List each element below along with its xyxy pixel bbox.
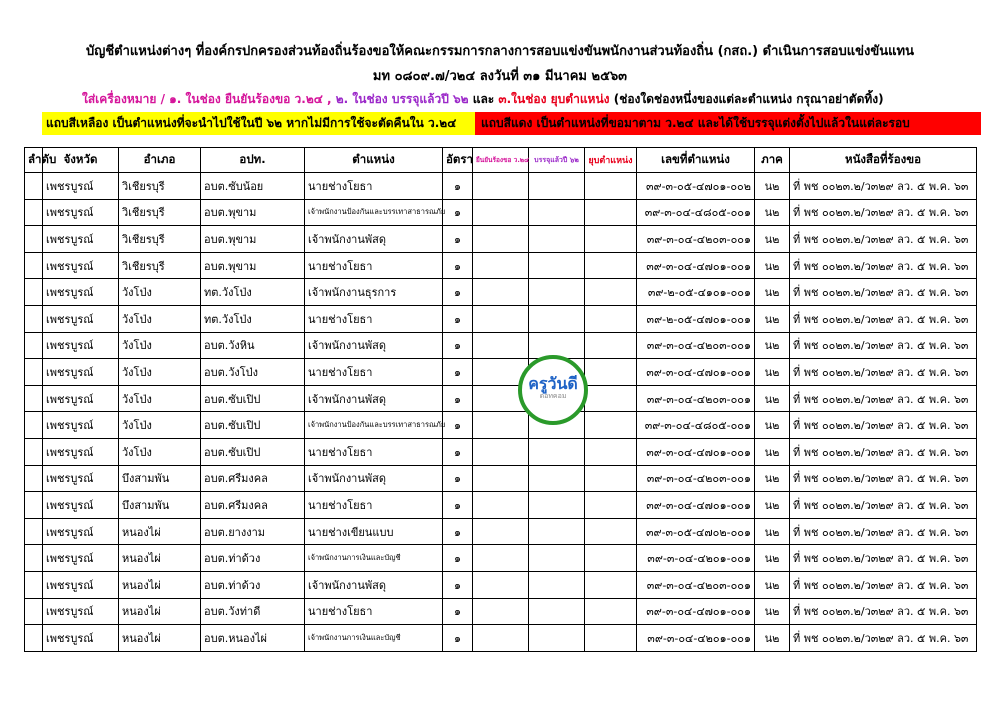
cell-region: น๒ (755, 412, 790, 439)
cell-no (25, 438, 43, 465)
cell-rate: ๑ (443, 492, 473, 519)
cell-position: นายช่างโยธา (305, 598, 443, 625)
cell-filled[interactable] (529, 173, 585, 200)
cell-position-number: ๓๙-๓-๐๔-๔๗๐๑-๐๐๑ (637, 252, 755, 279)
cell-region: น๒ (755, 226, 790, 253)
cell-position: เจ้าพนักงานพัสดุ (305, 571, 443, 598)
cell-no (25, 598, 43, 625)
cell-position: เจ้าพนักงานพัสดุ (305, 465, 443, 492)
cell-abolish[interactable] (585, 305, 637, 332)
cell-org: อบต.วังโป่ง (201, 359, 305, 386)
cell-province: เพชรบูรณ์ (43, 305, 119, 332)
cell-no (25, 252, 43, 279)
cell-abolish[interactable] (585, 173, 637, 200)
cell-filled[interactable] (529, 305, 585, 332)
table-row (25, 199, 977, 226)
cell-confirm[interactable] (473, 279, 529, 306)
cell-request-letter: ที่ พช ๐๐๒๓.๒/ว๓๒๙ ลว. ๕ พ.ค. ๖๓ (790, 385, 977, 412)
cell-position: นายช่างโยธา (305, 438, 443, 465)
document-title: บัญชีตำแหน่งต่างๆ ที่องค์กรปกครองส่วนท้องถิ่นร้องขอให้คณะกรรมการกลางการสอบแข่งขันพนักงานส่วนท้องถิ่น (กสถ.) ดำเนินการสอบแข่งขันแทน (86, 44, 914, 59)
header-request-letter: หนังสือที่ร้องขอ (790, 148, 977, 173)
cell-district: หนองไผ่ (119, 598, 201, 625)
cell-filled[interactable] (529, 625, 585, 652)
cell-position-number: ๓๙-๓-๐๔-๔๒๐๓-๐๐๑ (637, 332, 755, 359)
table-row (25, 252, 977, 279)
cell-confirm[interactable] (473, 465, 529, 492)
cell-position: เจ้าพนักงานพัสดุ (305, 385, 443, 412)
cell-request-letter: ที่ พช ๐๐๒๓.๒/ว๓๒๙ ลว. ๕ พ.ค. ๖๓ (790, 465, 977, 492)
cell-position-number: ๓๙-๓-๐๔-๔๘๐๕-๐๐๑ (637, 199, 755, 226)
cell-position: เจ้าพนักงานการเงินและบัญชี (305, 625, 443, 652)
cell-no (25, 571, 43, 598)
document-reference: มท ๐๘๐๙.๗/ว๒๔ ลงวันที่ ๓๑ มีนาคม ๒๕๖๓ (372, 69, 628, 84)
cell-region: น๒ (755, 625, 790, 652)
cell-district: หนองไผ่ (119, 625, 201, 652)
table-row (25, 412, 977, 439)
cell-position: เจ้าพนักงานพัสดุ (305, 226, 443, 253)
cell-region: น๒ (755, 492, 790, 519)
cell-region: น๒ (755, 438, 790, 465)
cell-position: เจ้าพนักงานป้องกันและบรรเทาสาธารณภัย (305, 199, 443, 226)
table-header-row (25, 148, 977, 173)
instruction-step-3: ๓.ในช่อง ยุบตำแหน่ง (498, 92, 610, 106)
cell-request-letter: ที่ พช ๐๐๒๓.๒/ว๓๒๙ ลว. ๕ พ.ค. ๖๓ (790, 279, 977, 306)
cell-abolish[interactable] (585, 332, 637, 359)
cell-org: อบต.วังหิน (201, 332, 305, 359)
cell-province: เพชรบูรณ์ (43, 465, 119, 492)
header-abolish: ยุบตำแหน่ง (585, 148, 637, 173)
cell-rate: ๑ (443, 226, 473, 253)
cell-position: เจ้าพนักงานการเงินและบัญชี (305, 545, 443, 572)
red-legend-band: แถบสีแดง เป็นตำแหน่งที่ขอมาตาม ว.๒๔ และได้ใช้บรรจุแต่งตั้งไปแล้วในแต่ละรอบ (475, 112, 981, 135)
cell-rate: ๑ (443, 305, 473, 332)
table-row (25, 279, 977, 306)
instruction-step-1: ๑. ในช่อง ยืนยันร้องขอ ว.๒๔ , (169, 92, 332, 106)
table-row (25, 518, 977, 545)
cell-abolish[interactable] (585, 279, 637, 306)
table-row (25, 385, 977, 412)
cell-position: นายช่างโยธา (305, 252, 443, 279)
cell-confirm[interactable] (473, 625, 529, 652)
table-row (25, 465, 977, 492)
cell-org: อบต.พุขาม (201, 226, 305, 253)
cell-org: อบต.ท่าด้วง (201, 571, 305, 598)
cell-request-letter: ที่ พช ๐๐๒๓.๒/ว๓๒๙ ลว. ๕ พ.ค. ๖๓ (790, 571, 977, 598)
cell-rate: ๑ (443, 625, 473, 652)
cell-org: อบต.ศรีมงคล (201, 465, 305, 492)
cell-request-letter: ที่ พช ๐๐๒๓.๒/ว๓๒๙ ลว. ๕ พ.ค. ๖๓ (790, 598, 977, 625)
cell-rate: ๑ (443, 571, 473, 598)
table-row (25, 305, 977, 332)
header-rate: อัตรา (443, 148, 473, 173)
cell-rate: ๑ (443, 385, 473, 412)
cell-district: วิเชียรบุรี (119, 199, 201, 226)
cell-request-letter: ที่ พช ๐๐๒๓.๒/ว๓๒๙ ลว. ๕ พ.ค. ๖๓ (790, 173, 977, 200)
cell-confirm[interactable] (473, 332, 529, 359)
cell-no (25, 625, 43, 652)
cell-region: น๒ (755, 545, 790, 572)
cell-province: เพชรบูรณ์ (43, 252, 119, 279)
cell-position-number: ๓๙-๓-๐๕-๔๗๐๑-๐๐๒ (637, 173, 755, 200)
cell-position-number: ๓๙-๓-๐๔-๔๒๐๓-๐๐๑ (637, 226, 755, 253)
cell-org: อบต.ยางงาม (201, 518, 305, 545)
cell-position-number: ๓๙-๓-๐๔-๔๒๐๓-๐๐๑ (637, 385, 755, 412)
cell-request-letter: ที่ พช ๐๐๒๓.๒/ว๓๒๙ ลว. ๕ พ.ค. ๖๓ (790, 332, 977, 359)
cell-org: อบต.ซับน้อย (201, 173, 305, 200)
cell-filled[interactable] (529, 598, 585, 625)
cell-position: เจ้าพนักงานธุรการ (305, 279, 443, 306)
cell-no (25, 305, 43, 332)
cell-province: เพชรบูรณ์ (43, 545, 119, 572)
instruction-step-2: ๒. ในช่อง บรรจุแล้วปี ๖๒ (331, 92, 473, 106)
cell-province: เพชรบูรณ์ (43, 279, 119, 306)
cell-region: น๒ (755, 305, 790, 332)
cell-no (25, 465, 43, 492)
cell-district: บึงสามพัน (119, 465, 201, 492)
cell-district: วังโป่ง (119, 279, 201, 306)
cell-position-number: ๓๙-๓-๐๔-๔๗๐๑-๐๐๑ (637, 438, 755, 465)
cell-request-letter: ที่ พช ๐๐๒๓.๒/ว๓๒๙ ลว. ๕ พ.ค. ๖๓ (790, 625, 977, 652)
cell-district: บึงสามพัน (119, 492, 201, 519)
cell-confirm[interactable] (473, 492, 529, 519)
cell-region: น๒ (755, 173, 790, 200)
cell-region: น๒ (755, 598, 790, 625)
cell-district: วังโป่ง (119, 438, 201, 465)
cell-confirm[interactable] (473, 571, 529, 598)
cell-rate: ๑ (443, 545, 473, 572)
cell-no (25, 226, 43, 253)
instruction-lead: ใส่เครื่องหมาย / (82, 92, 170, 106)
cell-region: น๒ (755, 199, 790, 226)
cell-org: ทต.วังโป่ง (201, 279, 305, 306)
cell-district: หนองไผ่ (119, 571, 201, 598)
cell-abolish[interactable] (585, 359, 637, 386)
cell-province: เพชรบูรณ์ (43, 226, 119, 253)
table-row (25, 438, 977, 465)
cell-confirm[interactable] (473, 412, 529, 439)
instruction-line (82, 90, 982, 109)
table-row (25, 226, 977, 253)
cell-request-letter: ที่ พช ๐๐๒๓.๒/ว๓๒๙ ลว. ๕ พ.ค. ๖๓ (790, 438, 977, 465)
cell-province: เพชรบูรณ์ (43, 438, 119, 465)
cell-confirm[interactable] (473, 598, 529, 625)
cell-position: นายช่างเขียนแบบ (305, 518, 443, 545)
cell-position-number: ๓๙-๓-๐๔-๔๗๐๑-๐๐๑ (637, 359, 755, 386)
cell-rate: ๑ (443, 598, 473, 625)
cell-rate: ๑ (443, 252, 473, 279)
cell-abolish[interactable] (585, 465, 637, 492)
cell-province: เพชรบูรณ์ (43, 332, 119, 359)
cell-district: วังโป่ง (119, 385, 201, 412)
cell-abolish[interactable] (585, 412, 637, 439)
cell-no (25, 518, 43, 545)
cell-position-number: ๓๙-๓-๐๔-๔๗๐๑-๐๐๑ (637, 598, 755, 625)
cell-rate: ๑ (443, 518, 473, 545)
cell-rate: ๑ (443, 465, 473, 492)
cell-request-letter: ที่ พช ๐๐๒๓.๒/ว๓๒๙ ลว. ๕ พ.ค. ๖๓ (790, 545, 977, 572)
cell-district: วังโป่ง (119, 332, 201, 359)
cell-no (25, 279, 43, 306)
header-position-number: เลขที่ตำแหน่ง (637, 148, 755, 173)
cell-position: นายช่างโยธา (305, 173, 443, 200)
cell-district: วิเชียรบุรี (119, 226, 201, 253)
cell-region: น๒ (755, 359, 790, 386)
header-confirm: ยืนยันร้องขอ ว.๒๔ (473, 148, 529, 173)
cell-no (25, 412, 43, 439)
cell-confirm[interactable] (473, 438, 529, 465)
cell-org: อบต.ศรีมงคล (201, 492, 305, 519)
table-row (25, 492, 977, 519)
cell-abolish[interactable] (585, 226, 637, 253)
cell-request-letter: ที่ พช ๐๐๒๓.๒/ว๓๒๙ ลว. ๕ พ.ค. ๖๓ (790, 305, 977, 332)
cell-no (25, 199, 43, 226)
header-district: อำเภอ (119, 148, 201, 173)
cell-rate: ๑ (443, 199, 473, 226)
cell-position: นายช่างโยธา (305, 359, 443, 386)
cell-filled[interactable] (529, 545, 585, 572)
cell-request-letter: ที่ พช ๐๐๒๓.๒/ว๓๒๙ ลว. ๕ พ.ค. ๖๓ (790, 492, 977, 519)
table-row (25, 598, 977, 625)
header-no: ลำดับ (25, 148, 43, 173)
cell-org: อบต.หนองไผ่ (201, 625, 305, 652)
cell-position-number: ๓๙-๒-๐๕-๔๗๐๑-๐๐๑ (637, 305, 755, 332)
cell-no (25, 492, 43, 519)
cell-district: วิเชียรบุรี (119, 252, 201, 279)
cell-position: เจ้าพนักงานพัสดุ (305, 332, 443, 359)
header-position: ตำแหน่ง (305, 148, 443, 173)
cell-province: เพชรบูรณ์ (43, 571, 119, 598)
table-row (25, 545, 977, 572)
cell-filled[interactable] (529, 518, 585, 545)
cell-rate: ๑ (443, 173, 473, 200)
cell-province: เพชรบูรณ์ (43, 598, 119, 625)
cell-abolish[interactable] (585, 518, 637, 545)
cell-region: น๒ (755, 279, 790, 306)
cell-confirm[interactable] (473, 252, 529, 279)
cell-org: ทต.วังโป่ง (201, 305, 305, 332)
cell-position-number: ๓๙-๒-๐๕-๔๑๐๑-๐๐๑ (637, 279, 755, 306)
cell-confirm[interactable] (473, 305, 529, 332)
cell-position-number: ๓๙-๓-๐๕-๔๗๐๒-๐๐๑ (637, 518, 755, 545)
cell-org: อบต.ซับเปิป (201, 438, 305, 465)
cell-abolish[interactable] (585, 385, 637, 412)
cell-org: อบต.วังท่าดี (201, 598, 305, 625)
cell-request-letter: ที่ พช ๐๐๒๓.๒/ว๓๒๙ ลว. ๕ พ.ค. ๖๓ (790, 226, 977, 253)
cell-province: เพชรบูรณ์ (43, 625, 119, 652)
cell-no (25, 332, 43, 359)
cell-abolish[interactable] (585, 545, 637, 572)
table-row (25, 359, 977, 386)
cell-rate: ๑ (443, 332, 473, 359)
cell-region: น๒ (755, 332, 790, 359)
cell-province: เพชรบูรณ์ (43, 518, 119, 545)
cell-position: เจ้าพนักงานป้องกันและบรรเทาสาธารณภัย (305, 412, 443, 439)
cell-org: อบต.พุขาม (201, 199, 305, 226)
cell-province: เพชรบูรณ์ (43, 359, 119, 386)
cell-position-number: ๓๙-๓-๐๔-๔๒๐๓-๐๐๑ (637, 571, 755, 598)
cell-request-letter: ที่ พช ๐๐๒๓.๒/ว๓๒๙ ลว. ๕ พ.ค. ๖๓ (790, 252, 977, 279)
cell-org: อบต.พุขาม (201, 252, 305, 279)
instruction-and: และ (472, 92, 499, 106)
cell-district: วิเชียรบุรี (119, 173, 201, 200)
cell-region: น๒ (755, 252, 790, 279)
cell-confirm[interactable] (473, 173, 529, 200)
cell-request-letter: ที่ พช ๐๐๒๓.๒/ว๓๒๙ ลว. ๕ พ.ค. ๖๓ (790, 199, 977, 226)
stamp-name: ครูวันดี (528, 374, 578, 393)
cell-request-letter: ที่ พช ๐๐๒๓.๒/ว๓๒๙ ลว. ๕ พ.ค. ๖๓ (790, 359, 977, 386)
cell-rate: ๑ (443, 279, 473, 306)
cell-no (25, 545, 43, 572)
header-region: ภาค (755, 148, 790, 173)
cell-no (25, 385, 43, 412)
cell-region: น๒ (755, 518, 790, 545)
cell-confirm[interactable] (473, 545, 529, 572)
cell-district: หนองไผ่ (119, 518, 201, 545)
header-org: อปท. (201, 148, 305, 173)
cell-filled[interactable] (529, 438, 585, 465)
cell-filled[interactable] (529, 279, 585, 306)
cell-rate: ๑ (443, 438, 473, 465)
cell-position: นายช่างโยธา (305, 305, 443, 332)
cell-org: อบต.ท่าด้วง (201, 545, 305, 572)
cell-filled[interactable] (529, 226, 585, 253)
cell-filled[interactable] (529, 571, 585, 598)
positions-table (24, 147, 977, 652)
cell-filled[interactable] (529, 199, 585, 226)
cell-province: เพชรบูรณ์ (43, 173, 119, 200)
cell-filled[interactable] (529, 252, 585, 279)
cell-request-letter: ที่ พช ๐๐๒๓.๒/ว๓๒๙ ลว. ๕ พ.ค. ๖๓ (790, 412, 977, 439)
cell-province: เพชรบูรณ์ (43, 199, 119, 226)
cell-abolish[interactable] (585, 252, 637, 279)
cell-org: อบต.ซับเปิป (201, 412, 305, 439)
cell-abolish[interactable] (585, 199, 637, 226)
cell-district: วังโป่ง (119, 359, 201, 386)
cell-filled[interactable] (529, 492, 585, 519)
cell-filled[interactable] (529, 465, 585, 492)
header-province: จังหวัด (43, 148, 119, 173)
cell-confirm[interactable] (473, 199, 529, 226)
kruwandee-watermark-stamp (518, 355, 588, 425)
cell-position-number: ๓๙-๓-๐๔-๔๒๐๑-๐๐๑ (637, 625, 755, 652)
cell-confirm[interactable] (473, 518, 529, 545)
cell-rate: ๑ (443, 359, 473, 386)
instruction-note: (ช่องใดช่องหนึ่งของแต่ละตำแหน่ง กรุณาอย่าตัดทิ้ง) (609, 92, 884, 106)
cell-region: น๒ (755, 571, 790, 598)
cell-position-number: ๓๙-๓-๐๔-๔๘๐๕-๐๐๑ (637, 412, 755, 439)
cell-province: เพชรบูรณ์ (43, 412, 119, 439)
cell-province: เพชรบูรณ์ (43, 385, 119, 412)
cell-district: วังโป่ง (119, 305, 201, 332)
cell-region: น๒ (755, 385, 790, 412)
yellow-legend-band: แถบสีเหลือง เป็นตำแหน่งที่จะนำไปใช้ในปี ๖๒ หากไม่มีการใช้จะตัดคืนใน ว.๒๔ (42, 112, 479, 135)
cell-abolish[interactable] (585, 492, 637, 519)
stamp-subtitle: ดอทคอม (539, 392, 567, 400)
cell-org: อบต.ซับเปิป (201, 385, 305, 412)
cell-position: นายช่างโยธา (305, 492, 443, 519)
table-row (25, 571, 977, 598)
cell-abolish[interactable] (585, 438, 637, 465)
cell-no (25, 173, 43, 200)
cell-district: วังโป่ง (119, 412, 201, 439)
cell-province: เพชรบูรณ์ (43, 492, 119, 519)
cell-abolish[interactable] (585, 625, 637, 652)
cell-region: น๒ (755, 465, 790, 492)
cell-position-number: ๓๙-๓-๐๔-๔๗๐๑-๐๐๑ (637, 492, 755, 519)
cell-abolish[interactable] (585, 598, 637, 625)
cell-confirm[interactable] (473, 226, 529, 253)
cell-position-number: ๓๙-๓-๐๔-๔๒๐๓-๐๐๑ (637, 465, 755, 492)
table-row (25, 332, 977, 359)
header-filled: บรรจุแล้วปี ๖๒ (529, 148, 585, 173)
cell-abolish[interactable] (585, 571, 637, 598)
cell-no (25, 359, 43, 386)
cell-position-number: ๓๙-๓-๐๔-๔๒๐๑-๐๐๑ (637, 545, 755, 572)
cell-request-letter: ที่ พช ๐๐๒๓.๒/ว๓๒๙ ลว. ๕ พ.ค. ๖๓ (790, 518, 977, 545)
cell-rate: ๑ (443, 412, 473, 439)
table-row (25, 625, 977, 652)
cell-district: หนองไผ่ (119, 545, 201, 572)
table-row (25, 173, 977, 200)
